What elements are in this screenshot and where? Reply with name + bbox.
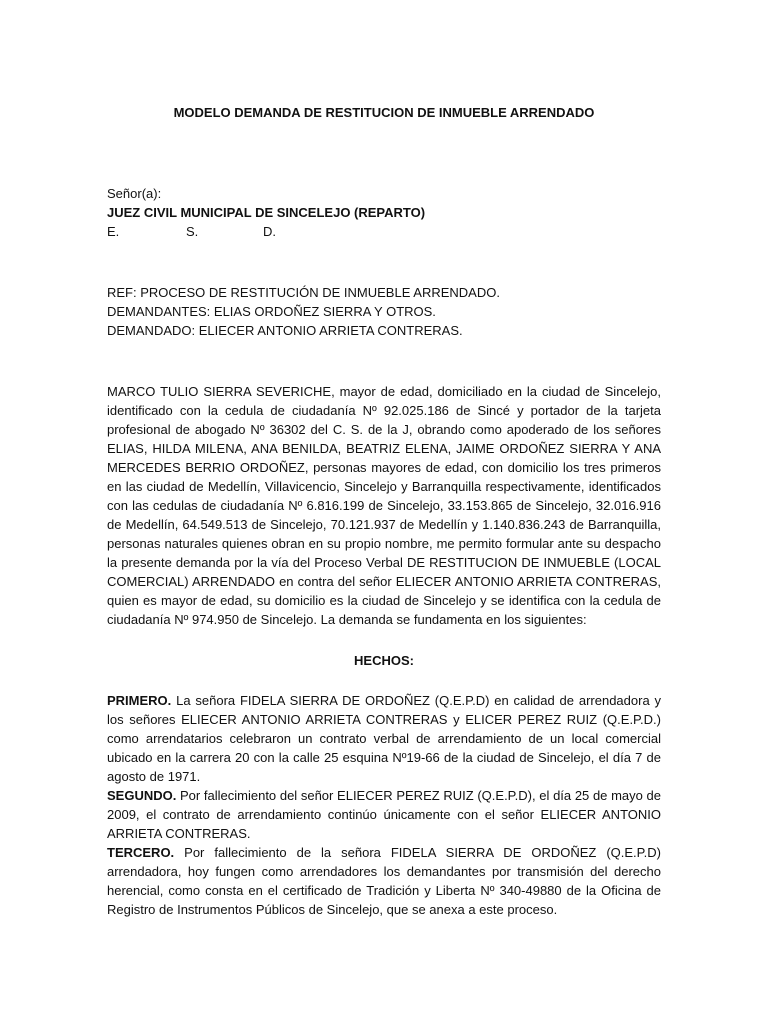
ref-defendant: DEMANDADO: ELIECER ANTONIO ARRIETA CONTRERAS. — [107, 323, 463, 338]
facts-heading: HECHOS: — [354, 653, 414, 668]
intro-paragraph: MARCO TULIO SIERRA SEVERICHE, mayor de edad, domiciliado en la ciudad de Sincelejo, identificado con la cedula de ciudadanía Nº 92.025.186 de Sincé y portador de la tarjeta profesional de abogado Nº 36302 del C. S. de la J, obrando como apoderado de los señores ELIAS, HILDA MILENA, ANA BENILDA, BEATRIZ ELENA, JAIME ORDOÑEZ SIERRA Y ANA MERCEDES BERRIO ORDOÑEZ, personas mayores de edad, con domicilio los tres primeros en las ciudad de Medellín, Villavicencio, Sincelejo y Barranquilla respectivamente, identificados con las cedulas de ciudadanía Nº 6.816.199 de Sincelejo, 33.153.865 de Sincelejo, 32.016.916 de Medellín, 64.549.513 de Sincelejo, 70.121.937 de Medellín y 1.140.836.243 de Barranquilla, personas naturales quienes obran en su propio nombre, me permito formular ante su despacho la presente demanda por la vía del Proceso Verbal DE RESTITUCION DE INMUEBLE (LOCAL COMERCIAL) ARRENDADO en contra del señor ELIECER ANTONIO ARRIETA CONTRERAS, quien es mayor de edad, su domicilio es la ciudad de Sincelejo y se identifica con la cedula de ciudadanía Nº 974.950 de Sincelejo. La demanda se fundamenta en los siguientes: — [107, 384, 661, 627]
document-title: MODELO DEMANDA DE RESTITUCION DE INMUEBLE ARRENDADO — [173, 105, 595, 120]
ref-plaintiffs: DEMANDANTES: ELIAS ORDOÑEZ SIERRA Y OTROS. — [107, 304, 436, 319]
ref-process: REF: PROCESO DE RESTITUCIÓN DE INMUEBLE ARRENDADO. — [107, 285, 500, 300]
fact-text: Por fallecimiento de la señora FIDELA SIERRA DE ORDOÑEZ (Q.E.P.D) arrendadora, hoy fungen como arrendadores los demandantes por transmisión del derecho herencial, como consta en el certificado de Tradición y Liberta Nº 340-49880 de la Oficina de Registro de Instrumentos Públicos de Sincelejo, que se anexa a este proceso. — [107, 845, 661, 917]
fact-second — [107, 786, 661, 843]
esd-d: D. — [263, 224, 276, 239]
fact-first — [107, 691, 661, 786]
salutation: Señor(a): — [107, 186, 162, 201]
fact-label: TERCERO. — [107, 845, 175, 860]
fact-label: SEGUNDO. — [107, 788, 177, 803]
court-name: JUEZ CIVIL MUNICIPAL DE SINCELEJO (REPARTO) — [107, 205, 426, 220]
esd-e: E. — [107, 224, 120, 239]
fact-label: PRIMERO. — [107, 693, 172, 708]
addressee-block — [107, 184, 661, 241]
esd-line — [107, 222, 661, 241]
esd-s: S. — [186, 224, 199, 239]
document-body — [107, 103, 661, 919]
fact-text: Por fallecimiento del señor ELIECER PEREZ RUIZ (Q.E.P.D), el día 25 de mayo de 2009, el contrato de arrendamiento continúo únicamente con el señor ELIECER ANTONIO ARRIETA CONTRERAS. — [107, 788, 661, 841]
fact-text: La señora FIDELA SIERRA DE ORDOÑEZ (Q.E.P.D) en calidad de arrendadora y los señores ELIECER ANTONIO ARRIETA CONTRERAS y ELICER PEREZ RUIZ (Q.E.P.D.) como arrendatarios celebraron un contrato verbal de arrendamiento de un local comercial ubicado en la carrera 20 con la calle 25 esquina Nº19-66 de la ciudad de Sincelejo, el día 7 de agosto de 1971. — [107, 693, 661, 784]
fact-third — [107, 843, 661, 919]
reference-block — [107, 283, 661, 340]
